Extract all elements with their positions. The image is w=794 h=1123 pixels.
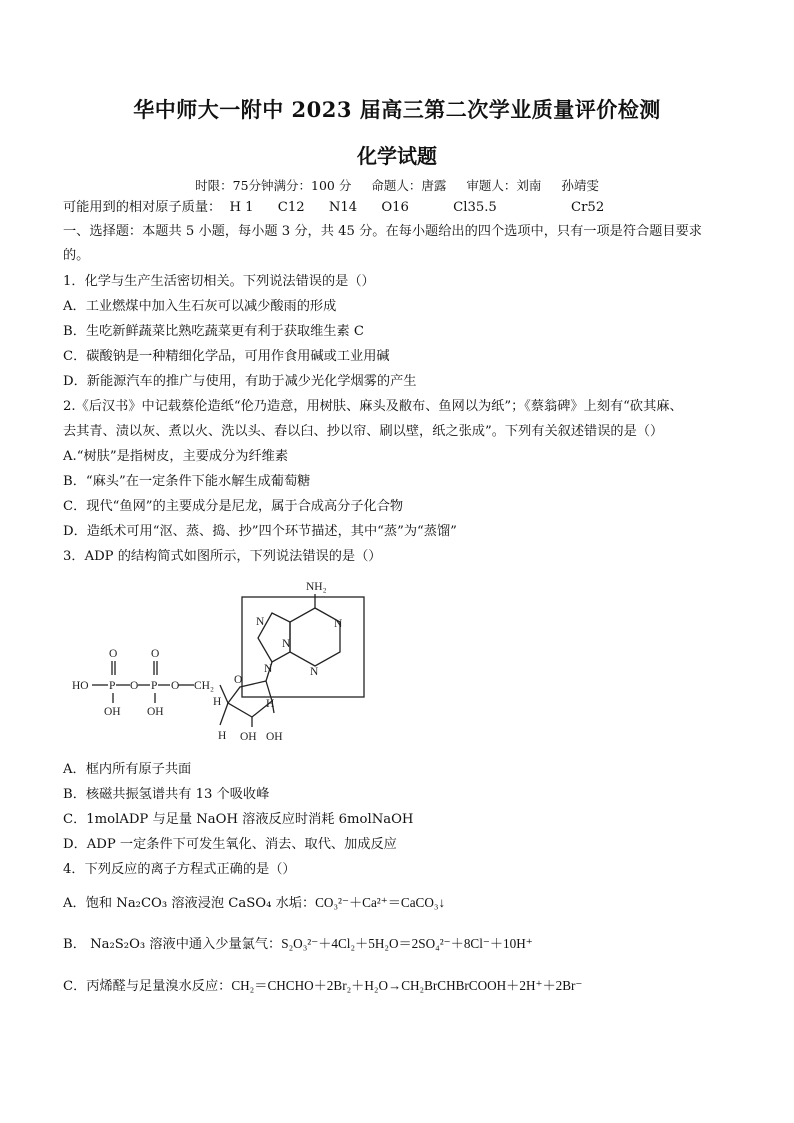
q1-option-a: A．工业燃煤中加入生石灰可以减少酸雨的形成 [63, 299, 337, 314]
q2-option-c: C．现代“鱼网”的主要成分是尼龙，属于合成高分子化合物 [63, 499, 404, 514]
exam-subtitle: 化学试题 [357, 144, 437, 168]
label-n-2: N [310, 666, 319, 678]
reviewer-2: 孙靖雯 [561, 178, 599, 193]
q3-stem: 3．ADP 的结构简式如图所示，下列说法错误的是（） [63, 549, 382, 564]
label-ring-o: O [234, 674, 243, 686]
atomic-masses-label: 可能用到的相对原子质量： [63, 200, 222, 215]
q2-stem-2: 去其青、渍以灰、煮以火、洗以头、舂以臼、抄以帘、刷以壁，纸之张成”。下列有关叙述错误的是（） [63, 424, 664, 439]
exam-meta [0, 176, 794, 194]
svg-text:CH₂: CH₂ [194, 680, 214, 692]
adp-structure-diagram [70, 575, 390, 747]
reviewer: 审题人：刘南 [466, 178, 542, 193]
svg-text:H: H [266, 698, 275, 710]
q1-option-d: D．新能源汽车的推广与使用，有助于减少光化学烟雾的产生 [63, 374, 417, 389]
svg-text:H: H [213, 696, 222, 708]
q4-option-b-label: B． Na₂S₂O₃ 溶液中通入少量氯气： [63, 937, 282, 952]
q2-option-d: D．造纸术可用“沤、蒸、捣、抄”四个环节描述，其中“蒸”为“蒸馏” [63, 524, 457, 539]
atomic-mass-c: C12 [277, 200, 305, 215]
author: 命题人：唐露 [371, 178, 447, 193]
svg-text:OH: OH [266, 731, 283, 743]
svg-text:OH: OH [147, 706, 164, 718]
label-oh-2: OH [240, 731, 257, 743]
atomic-mass-h: H 1 [229, 200, 254, 215]
svg-text:O: O [171, 680, 180, 692]
q3-option-b: B．核磁共振氢谱共有 13 个吸收峰 [63, 787, 270, 802]
label-nh2: NH₂ [306, 581, 327, 593]
label-p-2: P [151, 680, 158, 692]
exam-title: 华中师大一附中 2023 届高三第二次学业质量评价检测 [133, 97, 661, 122]
q2-option-b: B．“麻头”在一定条件下能水解生成葡萄糖 [63, 474, 311, 489]
q4-option-a-equation: CO₃²⁻＋Ca²⁺＝CaCO₃↓ [315, 895, 446, 910]
q1-option-b: B．生吃新鲜蔬菜比熟吃蔬菜更有利于获取维生素 C [63, 324, 364, 339]
q2-option-a: A.“树肤”是指树皮，主要成分为纤维素 [63, 449, 289, 464]
label-n-4: N [282, 638, 291, 650]
label-h: H [218, 730, 227, 742]
svg-text:OH: OH [104, 706, 121, 718]
time-limit: 时限：75分钟满分：100 分 [195, 178, 352, 193]
q4-option-c-equation: CH₂＝CHCHO＋2Br₂＋H₂O→CH₂BrCHBrCOOH＋2H⁺＋2Br⁻ [231, 978, 583, 993]
label-ho: HO [72, 680, 89, 692]
q4-option-c-label: C．丙烯醛与足量溴水反应： [63, 979, 232, 994]
q3-option-a: A．框内所有原子共面 [63, 762, 192, 777]
q4-option-c [63, 976, 582, 997]
atomic-mass-cl: Cl35.5 [453, 200, 497, 215]
q4-option-b-equation: S₂O₃²⁻＋4Cl₂＋5H₂O＝2SO₄²⁻＋8Cl⁻＋10H⁺ [281, 936, 533, 951]
q3-option-d: D．ADP 一定条件下可发生氧化、消去、取代、加成反应 [63, 837, 397, 852]
q2-stem-1: 2.《后汉书》中记载蔡伦造纸“伦乃造意，用树肤、麻头及敝布、鱼网以为纸”；《蔡翁碑》上刻有“砍其麻、 [63, 399, 683, 414]
atomic-masses-line [63, 198, 624, 218]
q4-option-b [63, 934, 533, 955]
q4-option-a [63, 893, 445, 914]
atomic-mass-n: N14 [328, 200, 358, 215]
svg-text:O: O [151, 648, 160, 660]
q1-stem: 1．化学与生产生活密切相关。下列说法错误的是（） [63, 274, 375, 289]
label-n-1: N [334, 618, 343, 630]
q4-option-a-label: A．饱和 Na₂CO₃ 溶液浸泡 CaSO₄ 水垢： [63, 896, 316, 911]
q3-option-c: C．1molADP 与足量 NaOH 溶液反应时消耗 6molNaOH [63, 812, 414, 827]
label-p-1: P [109, 680, 116, 692]
label-n-3: N [256, 616, 265, 628]
atomic-mass-cr: Cr52 [571, 200, 605, 215]
q4-stem: 4．下列反应的离子方程式正确的是（） [63, 862, 296, 877]
q1-option-c: C．碳酸钠是一种精细化学品，可用作食用碱或工业用碱 [63, 349, 390, 364]
section-intro-1: 一、选择题：本题共 5 小题，每小题 3 分，共 45 分。在每小题给出的四个选项中，只有一项是符合题目要求 [63, 224, 702, 239]
svg-text:O: O [109, 648, 118, 660]
section-intro-2: 的。 [63, 248, 90, 263]
label-n-5: N [264, 663, 273, 675]
atomic-mass-o: O16 [381, 200, 409, 215]
svg-text:O: O [130, 680, 139, 692]
